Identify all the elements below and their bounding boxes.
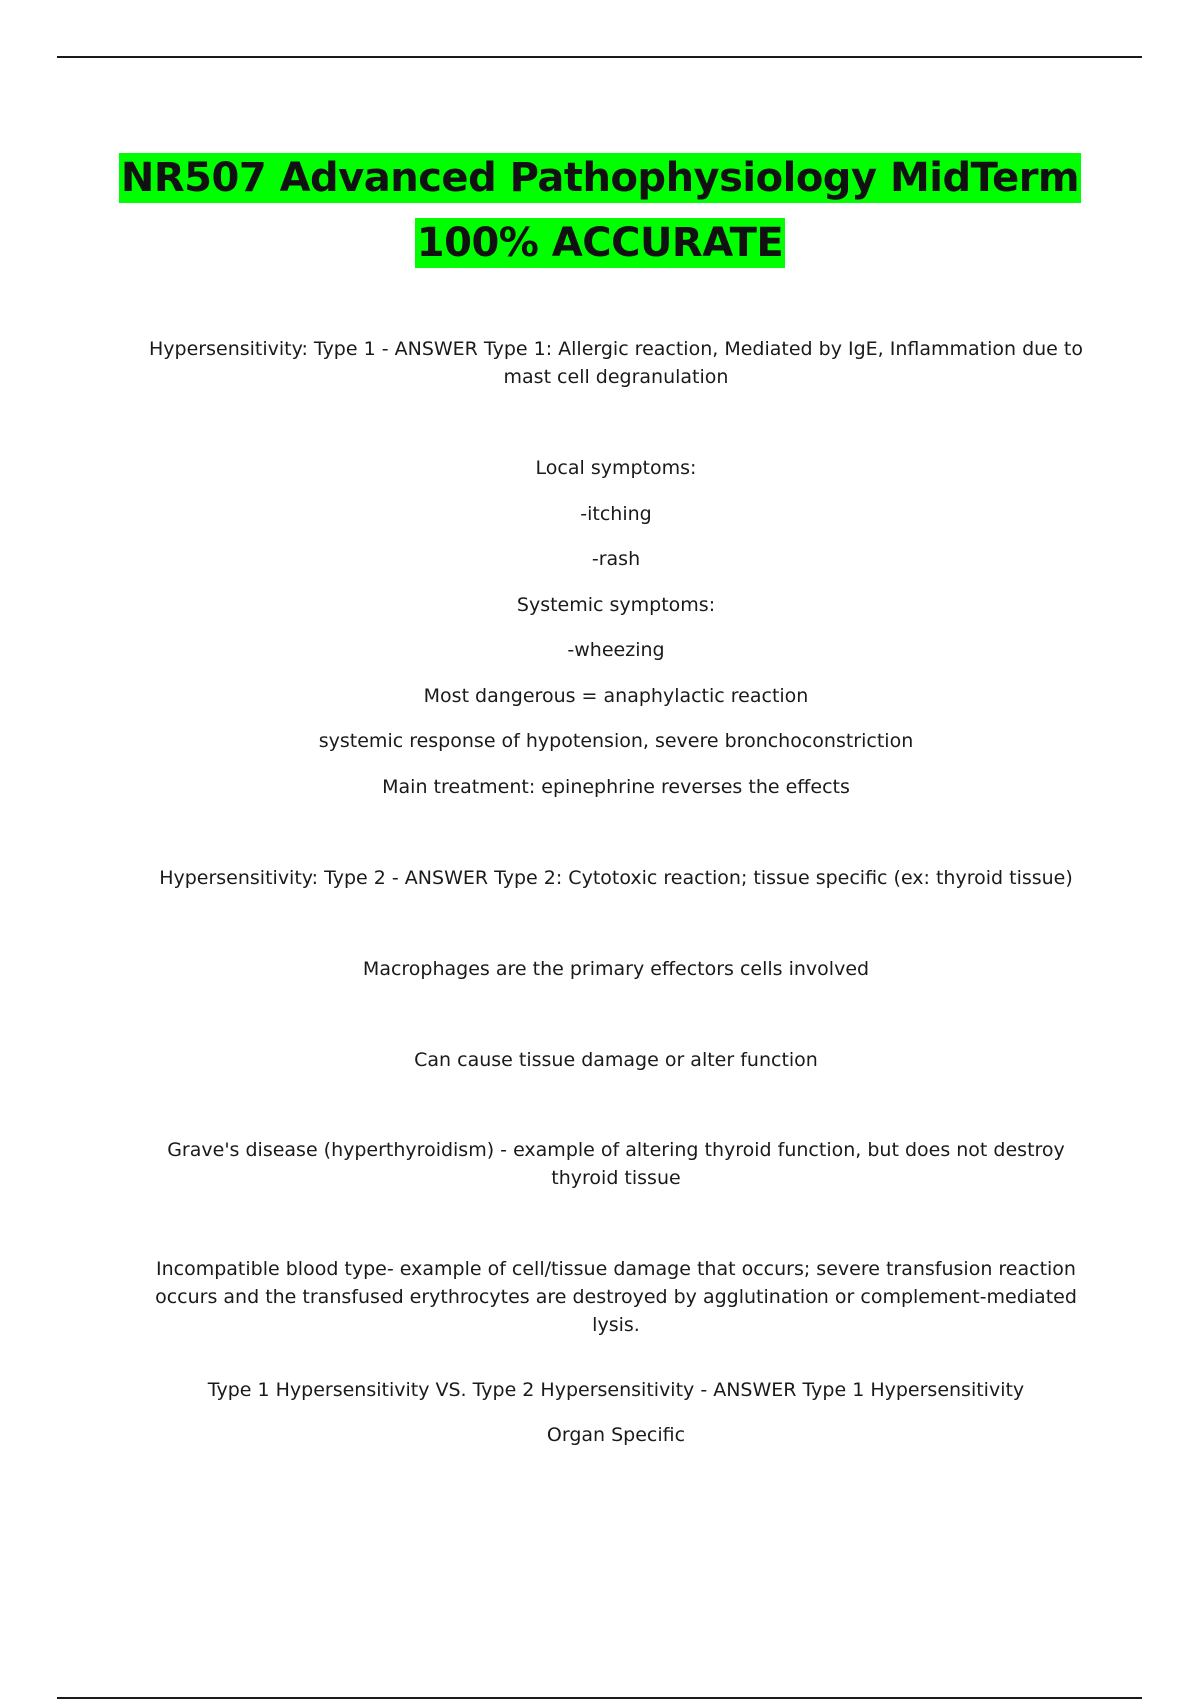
document-title	[0, 146, 1200, 276]
title-line-2: 100% ACCURATE	[416, 220, 784, 266]
paragraph-systemic-response: systemic response of hypotension, severe bronchoconstriction	[318, 730, 914, 752]
paragraph-graves-disease: Grave's disease (hyperthyroidism) - example of altering thyroid function, but does not destroy thyroid tissue	[167, 1139, 1065, 1189]
paragraph-local-symptoms: Local symptoms:	[535, 457, 697, 479]
paragraph-itching: -itching	[580, 503, 652, 525]
paragraph-most-dangerous: Most dangerous = anaphylactic reaction	[423, 685, 809, 707]
paragraph-main-treatment: Main treatment: epinephrine reverses the effects	[382, 776, 850, 798]
paragraph-systemic-symptoms: Systemic symptoms:	[516, 594, 716, 616]
paragraph-type1-vs-type2: Type 1 Hypersensitivity VS. Type 2 Hypersensitivity - ANSWER Type 1 Hypersensitivity	[207, 1379, 1025, 1401]
paragraph-rash: -rash	[591, 548, 641, 570]
footer-rule	[57, 1697, 1142, 1699]
paragraph-tissue-damage: Can cause tissue damage or alter function	[414, 1049, 818, 1071]
title-line-1: NR507 Advanced Pathophysiology MidTerm	[120, 155, 1080, 201]
paragraph-hypersensitivity-type1: Hypersensitivity: Type 1 - ANSWER Type 1: Allergic reaction, Mediated by IgE, Inflammation due to mast cell degranulation	[149, 338, 1083, 388]
paragraph-macrophages: Macrophages are the primary effectors cells involved	[362, 958, 870, 980]
paragraph-incompatible-blood: Incompatible blood type- example of cell/tissue damage that occurs; severe transfusion reaction occurs and the transfused erythrocytes are destroyed by agglutination or complement-mediated lysis.	[155, 1258, 1077, 1336]
paragraph-wheezing: -wheezing	[567, 639, 665, 661]
paragraph-hypersensitivity-type2: Hypersensitivity: Type 2 - ANSWER Type 2: Cytotoxic reaction; tissue specific (ex: thyroid tissue)	[159, 867, 1073, 889]
paragraph-organ-specific: Organ Specific	[546, 1424, 686, 1446]
header-rule	[57, 56, 1142, 58]
